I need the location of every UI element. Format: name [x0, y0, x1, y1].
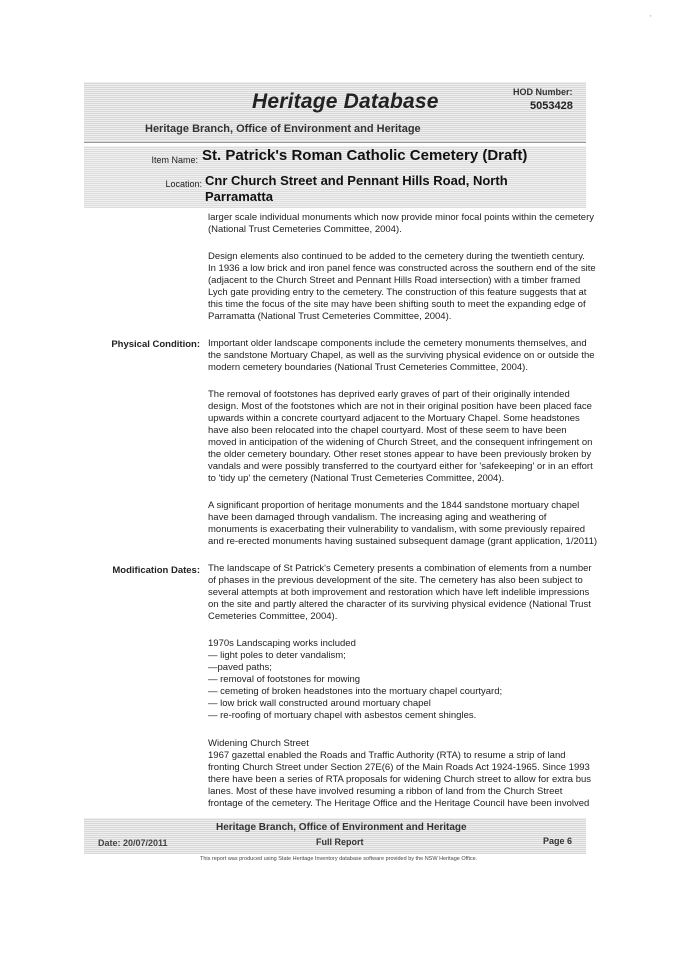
page-title: Heritage Database	[252, 90, 439, 113]
text-line: fronting Church Street under Section 27E(6) of the Main Roads Act 1924-1965. Since 1993	[208, 762, 590, 773]
text-line: design. Most of the footstones which are not in their original position have been placed face	[208, 401, 592, 412]
text-line: have also been relocated into the chapel courtyard. Most of these seem to have been	[208, 425, 567, 436]
text-line: this time the focus of the site may have been shifting south to meet the expanding edge of	[208, 299, 586, 310]
text-line: Parramatta (National Trust Cemeteries Committee, 2004).	[208, 311, 452, 322]
text-line: have been damaged through vandalism. The increasing aging and weathering of	[208, 512, 547, 523]
text-line: In 1936 a low brick and iron panel fence was constructed across the southern end of the site	[208, 263, 596, 274]
paragraph-7	[208, 638, 588, 722]
location-label: Location:	[165, 179, 202, 189]
paragraph-4	[208, 389, 593, 485]
paragraph-3	[208, 338, 595, 374]
text-line: Design elements also continued to be added to the cemetery during the twentieth century.	[208, 251, 585, 262]
item-name-label: Item Name:	[151, 155, 198, 165]
text-line: several attempts at both improvement and restoration which have left indelible impressions	[208, 587, 590, 598]
text-line: the older cemetery boundary. Other reset stones appear to have been previously broken by	[208, 449, 592, 460]
header-subtitle: Heritage Branch, Office of Environment and Heritage	[145, 123, 421, 135]
text-line: Widening Church Street	[208, 738, 309, 749]
text-line: modern cemetery boundaries (National Trust Cemeteries Committee, 2004).	[208, 362, 528, 373]
text-line: 1970s Landscaping works included	[208, 638, 356, 649]
text-line: lanes. Most of these have involved resuming a ribbon of land from the Church Street	[208, 786, 563, 797]
text-line: Important older landscape components include the cemetery monuments themselves, and	[208, 338, 587, 349]
list-item: —paved paths;	[208, 662, 272, 673]
scan-mark: '	[650, 14, 652, 23]
paragraph-6	[208, 563, 592, 623]
footer-date: Date: 20/07/2011	[98, 838, 168, 848]
hod-label: HOD Number:	[513, 87, 573, 97]
footer-branch: Heritage Branch, Office of Environment and Heritage	[216, 822, 467, 833]
paragraph-2	[208, 251, 596, 323]
text-line: 1967 gazettal enabled the Roads and Traffic Authority (RTA) to resume a strip of land	[208, 750, 566, 761]
text-line: (adjacent to the Church Street and Pennant Hills Road intersection) with a timber framed	[208, 275, 581, 286]
modification-dates-label: Modification Dates:	[112, 565, 200, 576]
list-item: — low brick wall constructed around mortuary chapel	[208, 698, 431, 709]
paragraph-1	[208, 212, 594, 236]
list-item: — light poles to deter vandalism;	[208, 650, 346, 661]
text-line: to 'tidy up' the cemetery (National Trust Cemeteries Committee, 2004).	[208, 473, 505, 484]
text-line: larger scale individual monuments which now provide minor focal points within the cemetery	[208, 212, 594, 223]
text-line: on the site and partly altered the character of its surviving physical evidence (National Trust	[208, 599, 591, 610]
location-line-2: Parramatta	[205, 189, 273, 204]
text-line: and re-erected monuments having sustained subsequent damage (grant application, 1/2011)	[208, 536, 598, 547]
text-line: moved in anticipation of the widening of Church Street, and the consequent infringement on	[208, 437, 593, 448]
text-line: Lych gate providing entry to the cemetery. The construction of this feature suggests that at	[208, 287, 587, 298]
text-line: (National Trust Cemeteries Committee, 2004).	[208, 224, 402, 235]
text-line: monuments is exacerbating their vulnerability to vandalism, with some previously repaired	[208, 524, 586, 535]
text-line: vandals and were possibly transferred to the courtyard either for 'safekeeping' or in an effort	[208, 461, 593, 472]
header-divider	[84, 142, 586, 143]
text-line: The removal of footstones has deprived early graves of part of their originally intended	[208, 389, 570, 400]
footer-note: This report was produced using State Heritage Inventory database software provided by the NSW Heritage Office.	[200, 856, 478, 862]
list-item: — removal of footstones for mowing	[208, 674, 361, 685]
text-line: of phases in the previous development of the site. The cemetery has also been subject to	[208, 575, 583, 586]
paragraph-8	[208, 738, 592, 810]
text-line: there have been a series of RTA proposals for widening Church street to allow for extra bus	[208, 774, 592, 785]
location-value	[205, 173, 545, 205]
list-item: — re-roofing of mortuary chapel with asbestos cement shingles.	[208, 710, 477, 721]
list-item: — cemeting of broken headstones into the mortuary chapel courtyard;	[208, 686, 503, 697]
text-line: A significant proportion of heritage monuments and the 1844 sandstone mortuary chapel	[208, 500, 580, 511]
paragraph-5	[208, 500, 598, 548]
text-line: Cemeteries Committee, 2004).	[208, 611, 338, 622]
item-name: St. Patrick's Roman Catholic Cemetery (Draft)	[202, 147, 528, 164]
footer-page-number: Page 6	[543, 836, 573, 846]
text-line: frontage of the cemetery. The Heritage Office and the Heritage Council have been involved	[208, 798, 590, 809]
text-line: upwards within a concrete courtyard adjacent to the Mortuary Chapel. Some headstones	[208, 413, 580, 424]
hod-number: 5053428	[530, 100, 573, 112]
footer-report-type: Full Report	[316, 837, 364, 847]
text-line: The landscape of St Patrick's Cemetery presents a combination of elements from a number	[208, 563, 592, 574]
location-line-1: Cnr Church Street and Pennant Hills Road, North	[205, 173, 508, 188]
physical-condition-label: Physical Condition:	[111, 339, 200, 350]
text-line: the sandstone Mortuary Chapel, as well as the surviving physical evidence on or outside the	[208, 350, 595, 361]
